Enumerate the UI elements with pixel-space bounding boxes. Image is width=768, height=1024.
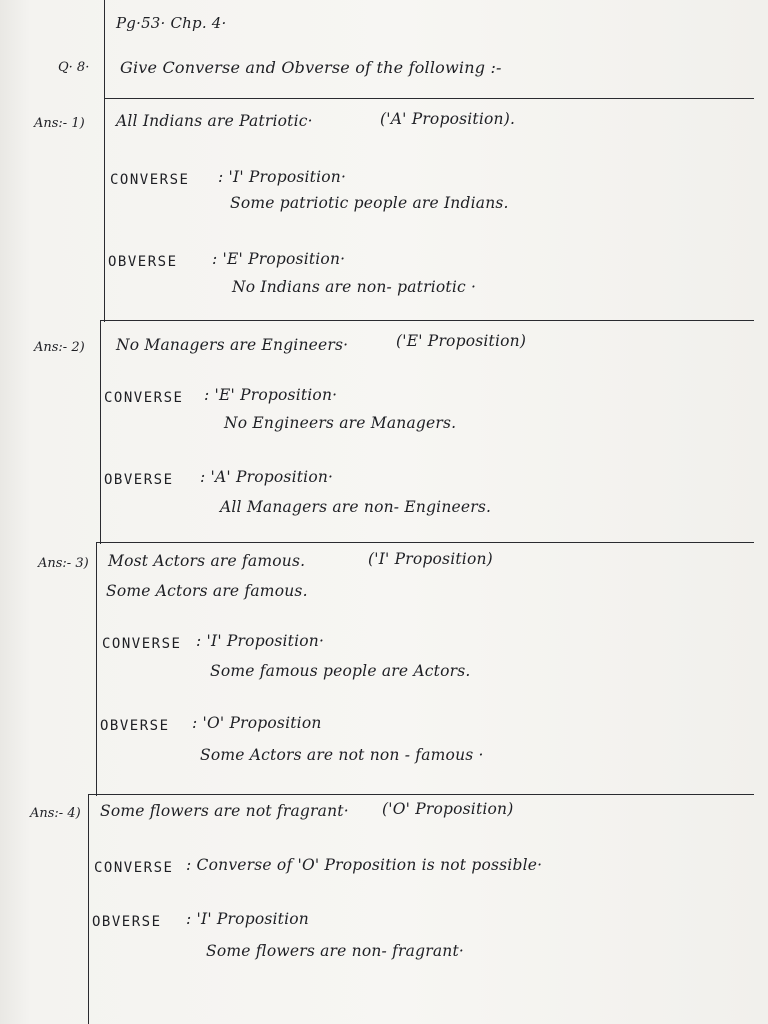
- converse-label: CONVERSE: [110, 172, 190, 188]
- obverse-label: OBVERSE: [104, 472, 174, 488]
- question-number: Q· 8·: [58, 60, 90, 75]
- obverse-label: OBVERSE: [100, 718, 170, 734]
- answer-statement: No Managers are Engineers·: [116, 336, 349, 354]
- answer-label: Ans:- 3): [38, 556, 89, 571]
- answer-statement: Some flowers are not fragrant·: [100, 802, 349, 820]
- margin-line-mid1: [100, 320, 101, 544]
- obverse-statement: Some flowers are non- fragrant·: [206, 942, 465, 960]
- obverse-statement: All Managers are non- Engineers.: [220, 498, 492, 516]
- converse-type: : 'I' Proposition·: [218, 168, 347, 186]
- proposition-type: ('E' Proposition): [396, 332, 527, 350]
- converse-label: CONVERSE: [102, 636, 182, 652]
- answer-statement-restated: Some Actors are famous.: [106, 582, 308, 600]
- proposition-type: ('I' Proposition): [368, 550, 493, 568]
- obverse-type: : 'E' Proposition·: [212, 250, 346, 268]
- page-reference: Pg·53· Chp. 4·: [116, 14, 227, 32]
- separator-rule: [88, 794, 754, 795]
- converse-label: CONVERSE: [104, 390, 184, 406]
- converse-label: CONVERSE: [94, 860, 174, 876]
- obverse-statement: No Indians are non- patriotic ·: [232, 278, 477, 296]
- proposition-type: ('A' Proposition).: [380, 110, 516, 128]
- converse-statement: Some famous people are Actors.: [210, 662, 471, 680]
- answer-label: Ans:- 1): [34, 116, 85, 131]
- margin-line-mid2: [96, 542, 97, 796]
- separator-rule: [96, 542, 754, 543]
- converse-statement: Some patriotic people are Indians.: [230, 194, 509, 212]
- converse-statement: : Converse of 'O' Proposition is not possible·: [186, 856, 543, 874]
- proposition-type: ('O' Proposition): [382, 800, 514, 818]
- converse-type: : 'I' Proposition·: [196, 632, 325, 650]
- separator-rule: [100, 320, 754, 321]
- answer-label: Ans:- 4): [30, 806, 81, 821]
- answer-statement: Most Actors are famous.: [108, 552, 306, 570]
- obverse-label: OBVERSE: [92, 914, 162, 930]
- margin-line-bottom: [88, 794, 89, 1024]
- margin-line-top: [104, 0, 105, 322]
- obverse-statement: Some Actors are not non - famous ·: [200, 746, 484, 764]
- answer-statement: All Indians are Patriotic·: [116, 112, 313, 130]
- obverse-type: : 'O' Proposition: [192, 714, 322, 732]
- obverse-label: OBVERSE: [108, 254, 178, 270]
- converse-statement: No Engineers are Managers.: [224, 414, 457, 432]
- converse-type: : 'E' Proposition·: [204, 386, 338, 404]
- question-text: Give Converse and Obverse of the following :-: [120, 58, 502, 77]
- obverse-type: : 'I' Proposition: [186, 910, 309, 928]
- answer-label: Ans:- 2): [34, 340, 85, 355]
- separator-rule: [104, 98, 754, 99]
- obverse-type: : 'A' Proposition·: [200, 468, 334, 486]
